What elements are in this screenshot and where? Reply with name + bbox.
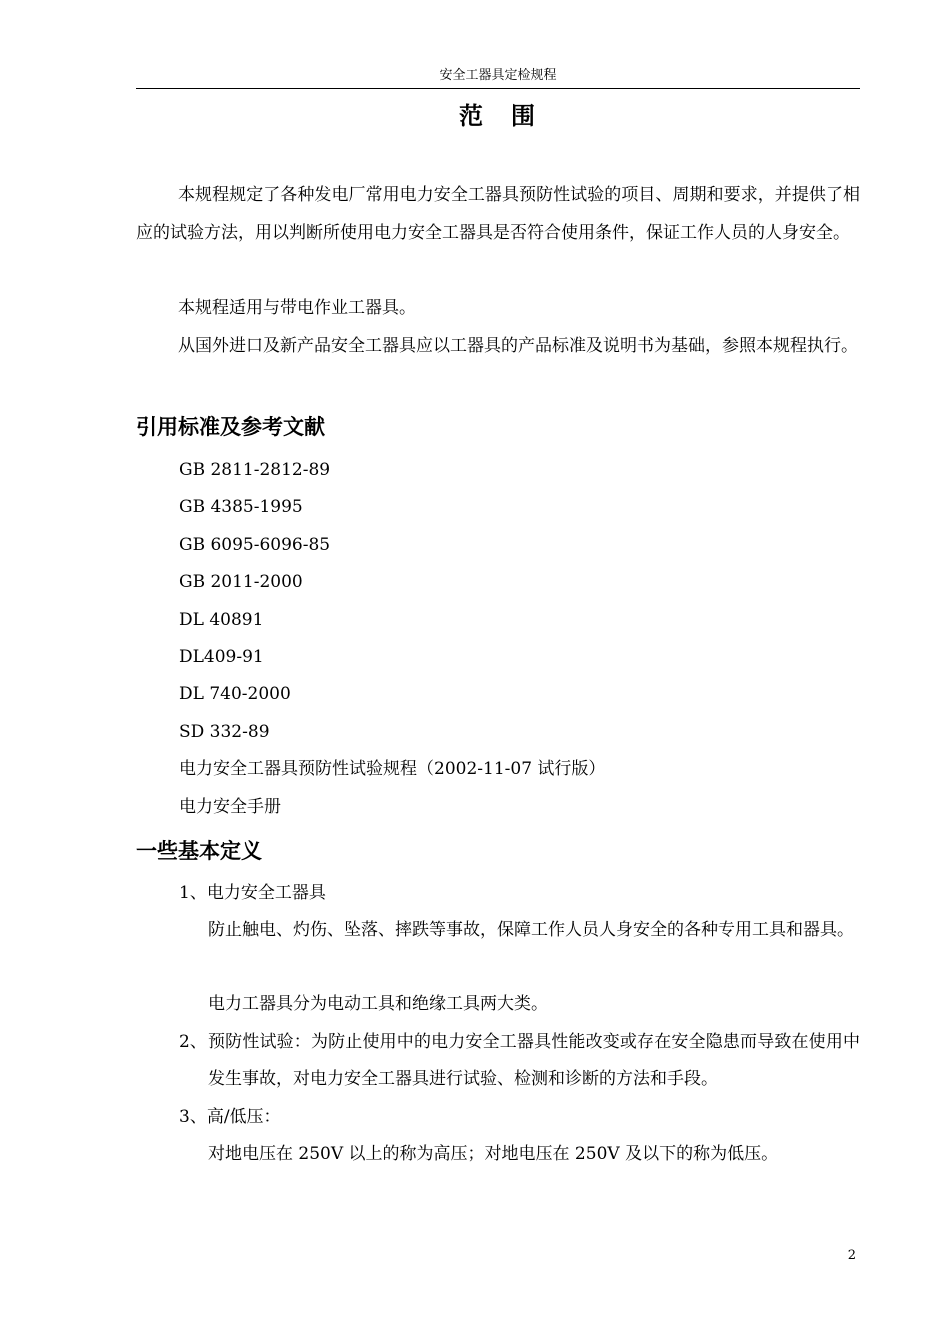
reference-item: 电力安全工器具预防性试验规程（2002-11-07 试行版）: [179, 759, 606, 780]
scope-paragraph-3: 从国外进口及新产品安全工器具应以工器具的产品标准及说明书为基础，参照本规程执行。: [178, 336, 858, 356]
running-header: 安全工器具定检规程: [439, 68, 557, 83]
page-title: 范 围: [459, 102, 537, 130]
reference-item: 电力安全手册: [179, 796, 281, 817]
reference-item: GB 4385-1995: [179, 497, 303, 518]
scope-paragraph-2: 本规程适用与带电作业工器具。: [178, 298, 416, 318]
definition-2-text: 预防性试验：为防止使用中的电力安全工器具性能改变或存在安全隐患而导致在使用中发生事故，对电力安全工器具进行试验、检测和诊断的方法和手段。: [208, 1032, 860, 1089]
header-rule: [136, 88, 860, 89]
definitions-heading: 一些基本定义: [136, 839, 262, 863]
page-number: 2: [847, 1248, 856, 1263]
definition-1-title: 1、电力安全工器具: [179, 883, 326, 903]
reference-item: DL409-91: [179, 646, 264, 667]
references-heading: 引用标准及参考文献: [136, 415, 325, 439]
reference-item: GB 2811-2812-89: [179, 460, 331, 480]
definition-1-note: 电力工器具分为电动工具和绝缘工具两大类。: [208, 994, 548, 1014]
reference-item: GB 6095-6096-85: [179, 534, 331, 555]
reference-item: SD 332-89: [179, 721, 270, 742]
definition-3-title: 3、高/低压：: [179, 1107, 281, 1127]
reference-item: DL 740-2000: [179, 684, 291, 705]
references-list: [179, 452, 859, 826]
scope-paragraph-1: 本规程规定了各种发电厂常用电力安全工器具预防性试验的项目、周期和要求，并提供了相应的试验方法，用以判断所使用电力安全工器具是否符合使用条件，保证工作人员的人身安全。: [136, 185, 860, 243]
reference-item: GB 2011-2000: [179, 572, 303, 593]
definition-3-text: 对地电压在 250V 以上的称为高压；对地电压在 250V 及以下的称为低压。: [208, 1144, 779, 1164]
definition-2-label: 2、: [179, 1032, 207, 1052]
definition-1-text: 防止触电、灼伤、坠落、摔跌等事故，保障工作人员人身安全的各种专用工具和器具。: [208, 920, 854, 940]
reference-item: DL 40891: [179, 609, 264, 630]
